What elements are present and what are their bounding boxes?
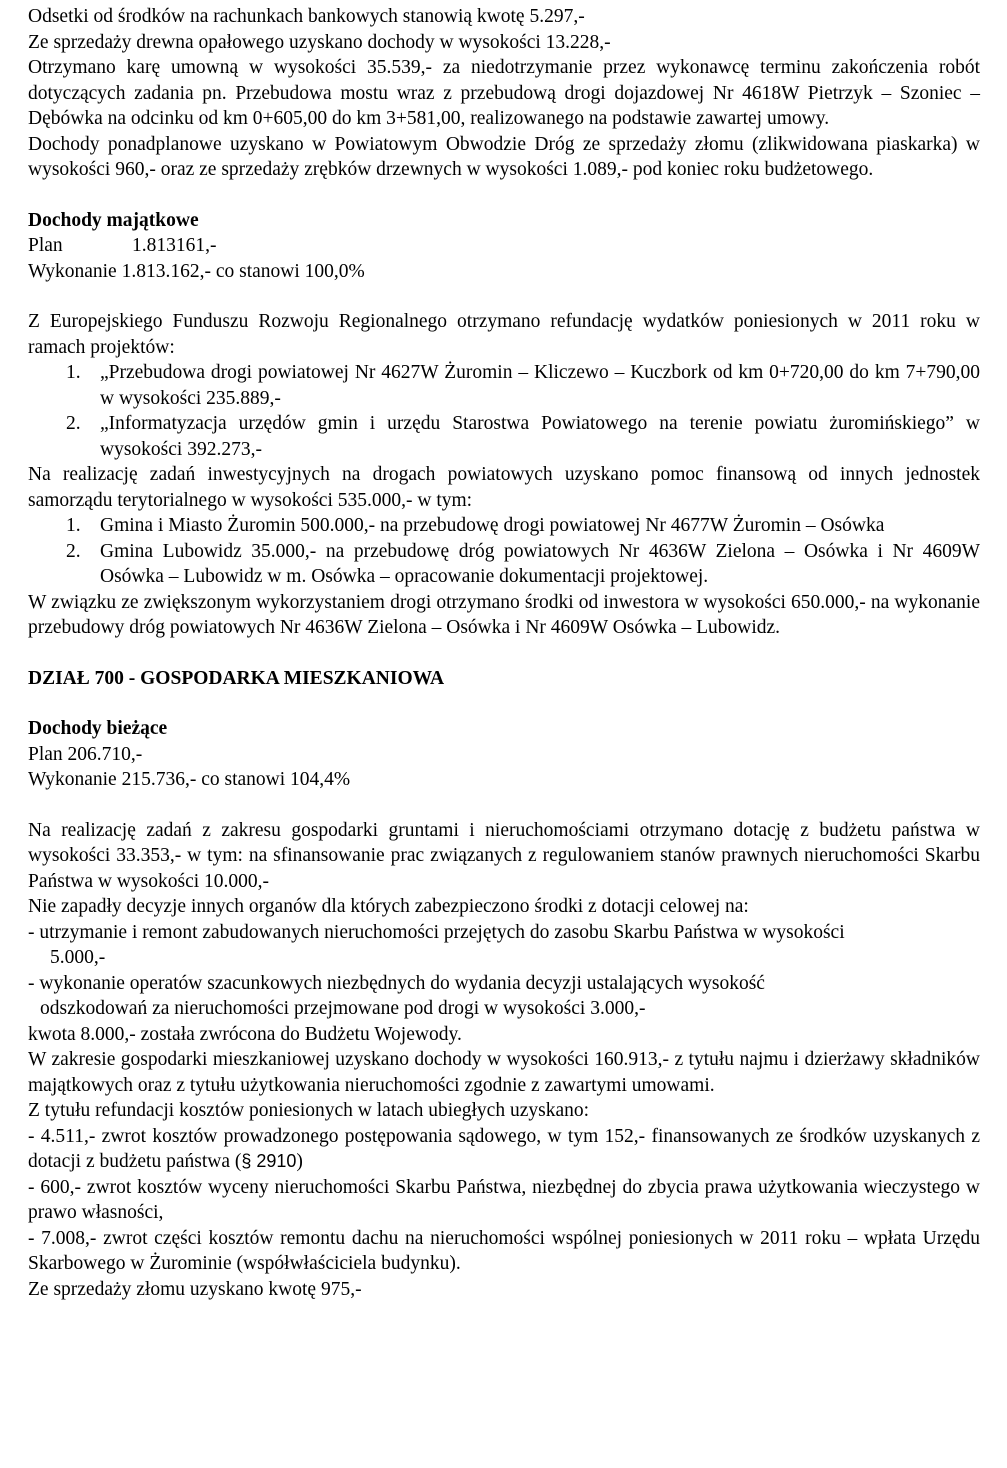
paragraph-efrr-intro: Z Europejskiego Funduszu Rozwoju Regionalnego otrzymano refundację wydatków poniesionych w 2011 roku w ramach projektów: [28, 311, 980, 358]
section-heading-dzial-700: DZIAŁ 700 - GOSPODARKA MIESZKANIOWA [28, 667, 445, 689]
spacer [28, 691, 980, 716]
dash-item-refund-dach: - 7.008,- zwrot części kosztów remontu dachu na nieruchomości wspólnej poniesionych w 2011 roku – wpłata Urzędu Skarbowego w Żurominie (współwłaściciela budynku). [28, 1227, 980, 1274]
spacer [28, 793, 980, 818]
list-text: „Przebudowa drogi powiatowej Nr 4627W Żuromin – Kliczewo – Kuczbork od km 0+720,00 do km 7+790,00 w wysokości 235.889,- [100, 362, 980, 409]
section-heading-majatkowe: Dochody majątkowe [28, 209, 199, 231]
paragraph-odsetki: Odsetki od środków na rachunkach bankowych stanowią kwotę 5.297,- [28, 6, 585, 27]
list-item [66, 360, 980, 411]
plan-label: Plan [28, 235, 63, 256]
dash-item-utrzymanie: - utrzymanie i remont zabudowanych nieruchomości przejętych do zasobu Skarbu Państwa w wysokości [28, 921, 845, 943]
list-number: 1. [66, 515, 81, 536]
paragraph-drewno: Ze sprzedaży drewna opałowego uzyskano dochody w wysokości 13.228,- [28, 31, 611, 53]
paragraph-kwota: kwota 8.000,- została zwrócona do Budżetu Wojewody. [28, 1023, 462, 1045]
subsection-heading-biezace: Dochody bieżące [28, 718, 168, 739]
plan-row: Plan 206.710,- [28, 743, 143, 765]
paragraph-pomoc-intro: Na realizację zadań inwestycyjnych na drogach powiatowych uzyskano pomoc finansową od innych jednostek samorządu terytorialnego w wysokości 535.000,- w tym: [28, 464, 980, 511]
spacer [28, 284, 980, 309]
list-item [66, 411, 980, 462]
list-number: 2. [66, 540, 81, 562]
paragraph-dochody-ponadplanowe: Dochody ponadplanowe uzyskano w Powiatowym Obwodzie Dróg ze sprzedaży złomu (zlikwidowana piaskarka) w wysokości 960,- oraz ze sprzedaży zrębków drzewnych w wysokości 1.089,- pod koniec roku budżetowego. [28, 133, 980, 180]
paragraph-dotacja: Na realizację zadań z zakresu gospodarki gruntami i nieruchomościami otrzymano dotację z budżetu państwa w wysokości 33.353,- w tym: na sfinansowanie prac związanych z regulowaniem stanów prawnych nieruchomości Skarbu Państwa w wysokości 10.000,- [28, 819, 980, 892]
document-page [28, 4, 980, 1302]
paragraph-number: § 2910 [241, 1151, 297, 1171]
paragraph-nie-zapadly: Nie zapadły decyzje innych organów dla których zabezpieczono środki z dotacji celowej na: [28, 896, 749, 917]
closing-paren: ) [296, 1151, 303, 1172]
spacer [28, 641, 980, 666]
list-number: 2. [66, 413, 81, 434]
dash-item-operaty: - wykonanie operatów szacunkowych niezbędnych do wydania decyzji ustalających wysokość [28, 972, 765, 994]
list-number: 1. [66, 362, 81, 383]
list-text: Gmina i Miasto Żuromin 500.000,- na przebudowę drogi powiatowej Nr 4677W Żuromin – Osówka [100, 515, 885, 536]
list-item [66, 513, 980, 539]
refund-sad-text: - 4.511,- zwrot kosztów prowadzonego postępowania sądowego, w tym 152,- finansowanych ze środków uzyskanych z dotacji z budżetu państwa ( [28, 1125, 980, 1172]
paragraph-inwestor: W związku ze zwiększonym wykorzystaniem drogi otrzymano środki od inwestora w wysokości 650.000,- na wykonanie przebudowy dróg powiatowych Nr 4636W Zielona – Osówka i Nr 4609W Osówka – Lubowidz. [28, 591, 980, 638]
wykonanie-row: Wykonanie 1.813.162,- co stanowi 100,0% [28, 260, 365, 282]
plan-value: 1.813161,- [132, 235, 217, 256]
plan-row [28, 233, 980, 259]
paragraph-mieszkaniowa: W zakresie gospodarki mieszkaniowej uzyskano dochody w wysokości 160.913,- z tytułu najmu i dzierżawy składników majątkowych oraz z tytułu użytkowania nieruchomości zgodnie z zawartymi umowami. [28, 1049, 980, 1096]
paragraph-refundacja-intro: Z tytułu refundacji kosztów poniesionych w latach ubiegłych uzyskano: [28, 1100, 590, 1121]
dash-item-refund-wycena: - 600,- zwrot kosztów wyceny nieruchomości Skarbu Państwa, niezbędnej do zbycia prawa użytkowania wieczystego w prawo własności, [28, 1176, 980, 1223]
wykonanie-row: Wykonanie 215.736,- co stanowi 104,4% [28, 769, 351, 790]
dash-item-refund-sad [28, 1124, 980, 1175]
spacer [28, 183, 980, 208]
dash-item-operaty-cont: odszkodowań za nieruchomości przejmowane pod drogi w wysokości 3.000,- [40, 998, 646, 1019]
list-item [66, 539, 980, 590]
paragraph-zlom: Ze sprzedaży złomu uzyskano kwotę 975,- [28, 1278, 362, 1300]
list-text: Gmina Lubowidz 35.000,- na przebudowę dróg powiatowych Nr 4636W Zielona – Osówka i Nr 4609W Osówka – Lubowidz w m. Osówka – opracowanie dokumentacji projektowej. [100, 540, 980, 587]
paragraph-kara-umowna: Otrzymano karę umowną w wysokości 35.539,- za niedotrzymanie przez wykonawcę terminu zakończenia robót dotyczących zadania pn. Przebudowa mostu wraz z przebudową drogi dojazdowej Nr 4618W Pietrzyk – Szoniec – Dębówka na odcinku od km 0+605,00 do km 3+581,00, realizowanego na podstawie zawartej umowy. [28, 57, 980, 129]
list-text: „Informatyzacja urzędów gmin i urzędu Starostwa Powiatowego na terenie powiatu żuromińskiego” w wysokości 392.273,- [100, 413, 980, 460]
dash-item-utrzymanie-cont: 5.000,- [50, 947, 106, 968]
